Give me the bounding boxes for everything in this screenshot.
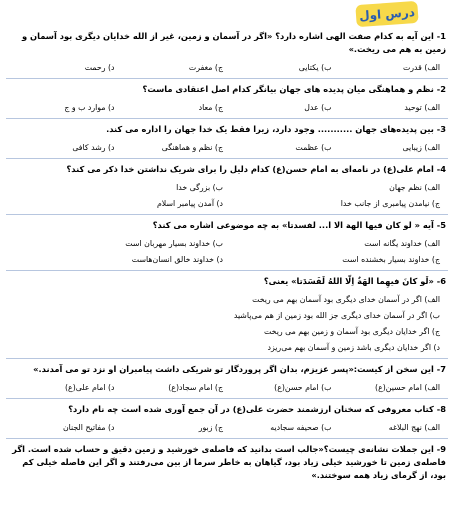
answer-options bbox=[6, 140, 448, 156]
answer-option[interactable]: الف) خداوند یگانه است bbox=[364, 239, 440, 248]
question-item bbox=[6, 363, 448, 399]
answer-option[interactable]: د) آمدن پیامبر اسلام bbox=[156, 199, 223, 208]
answer-option[interactable]: الف) نهج البلاغه bbox=[388, 423, 440, 432]
answer-option[interactable]: الف) قدرت bbox=[402, 63, 440, 72]
question-item bbox=[6, 219, 448, 271]
question-stem: 4- امام علی(ع) در نامه‌ای به امام حسن(ع) کدام دلیل را برای شریک نداشتن خدا ذکر می کند؟ bbox=[66, 164, 446, 174]
question-list bbox=[6, 30, 448, 486]
answer-option[interactable]: د) اگر خدایان دیگری باشد زمین و آسمان بهم می‌ریزد bbox=[267, 343, 440, 352]
question-divider bbox=[6, 158, 448, 159]
lesson-title: درس اول bbox=[358, 5, 416, 23]
answer-option[interactable]: ج) مغفرت bbox=[188, 63, 223, 72]
question-stem: 7- این سخن از کیست:«پسر عزیزم، بدان اگر پروردگار تو شریکی داشت پیامبران او نزد تو می آمدند.» bbox=[33, 364, 446, 374]
answer-option[interactable]: د) رحمت bbox=[84, 63, 115, 72]
question-item bbox=[6, 163, 448, 215]
question-divider bbox=[6, 214, 448, 215]
question-item bbox=[6, 403, 448, 439]
answer-option[interactable]: ب) عدل bbox=[304, 103, 332, 112]
question-stem: 1- این آیه به کدام صفت الهی اشاره دارد؟ «اگر در آسمان و زمین، غیر از الله خدایان دیگری بود آسمان و زمین به هم می ریخت.» bbox=[22, 31, 446, 54]
answer-option[interactable]: الف) امام حسین(ع) bbox=[375, 383, 440, 392]
lesson-title-badge bbox=[355, 1, 418, 27]
answer-option[interactable]: الف) نظم جهان bbox=[389, 183, 440, 192]
answer-option[interactable]: ج) نظم و هماهنگی bbox=[161, 143, 223, 152]
question-stem: 6- «لَو کانَ فیهِما الهَةٌ اِلّا اللهُ لَفَسَدَتا» یعنی؟ bbox=[263, 276, 446, 286]
answer-option[interactable]: الف) توحید bbox=[404, 103, 440, 112]
question-divider bbox=[6, 358, 448, 359]
answer-options bbox=[6, 100, 448, 116]
question-divider bbox=[6, 270, 448, 271]
question-divider bbox=[6, 78, 448, 79]
answer-option[interactable]: د) موارد ب و ج bbox=[64, 103, 115, 112]
answer-option[interactable]: ب) اگر در آسمان خدای دیگری جز الله بود زمین از هم می‌پاشید bbox=[233, 311, 440, 320]
answer-option[interactable]: ب) عظمت bbox=[295, 143, 332, 152]
answer-options bbox=[6, 380, 448, 396]
answer-option[interactable]: ج) زبور bbox=[198, 423, 223, 432]
question-item bbox=[6, 30, 448, 79]
question-divider bbox=[6, 438, 448, 439]
answer-option[interactable]: ج) امام سجاد(ع) bbox=[168, 383, 223, 392]
answer-option[interactable]: د) رشد کافی bbox=[72, 143, 115, 152]
question-stem: 2- نظم و هماهنگی میان پدیده های جهان بیانگر کدام اصل اعتقادی ماست؟ bbox=[142, 84, 446, 94]
answer-option[interactable]: د) خداوند خالق انسان‌هاست bbox=[131, 255, 223, 264]
answer-option[interactable]: ب) یکتایی bbox=[298, 63, 332, 72]
answer-option[interactable]: د) امام علی(ع) bbox=[65, 383, 115, 392]
answer-options bbox=[6, 236, 448, 268]
answer-options bbox=[6, 60, 448, 76]
answer-option[interactable]: ج) معاد bbox=[198, 103, 223, 112]
answer-options bbox=[6, 180, 448, 212]
question-divider bbox=[6, 118, 448, 119]
answer-option[interactable]: ب) صحیفه سجادیه bbox=[270, 423, 332, 432]
question-item bbox=[6, 443, 448, 482]
answer-option[interactable]: ب) امام حسن(ع) bbox=[274, 383, 332, 392]
question-stem: 9- این جملات نشانه‌ی چیست؟«جالب است بدانید که فاصله‌ی خورشید و زمین دقیق و حساب شده است. اگر فاصله‌ی زمین تا خورشید خیلی زیاد بود، گیاهان به خاطر سرما از بین می‌رفتند و اگر این فاصله خیلی کم بود، از گرمای زیاد همه سوختند.» bbox=[12, 444, 446, 480]
question-item bbox=[6, 123, 448, 159]
question-item bbox=[6, 83, 448, 119]
answer-option[interactable]: الف) زیبایی bbox=[402, 143, 440, 152]
answer-option[interactable]: ب) خداوند بسیار مهربان است bbox=[125, 239, 223, 248]
question-stem: 5- آیه « لو کان فیها الهة الا ا... لفسدتا» به چه موضوعی اشاره می کند؟ bbox=[152, 220, 446, 230]
question-stem: 8- کتاب معروفی که سخنان ارزشمند حضرت علی(ع) در آن جمع آوری شده است چه نام دارد؟ bbox=[68, 404, 446, 414]
question-divider bbox=[6, 398, 448, 399]
answer-option[interactable]: ب) بزرگی خدا bbox=[176, 183, 223, 192]
answer-option[interactable]: ج) نیامدن پیامبری از جانب خدا bbox=[340, 199, 440, 208]
answer-option[interactable]: ج) اگر خدایان دیگری بود آسمان و زمین بهم می ریخت bbox=[264, 327, 440, 336]
answer-option[interactable]: الف) اگر در آسمان خدای دیگری بود آسمان بهم می ریخت bbox=[252, 295, 440, 304]
question-stem: 3- بین پدیده‌های جهان ........... وجود دارد، زیرا فقط یک خدا جهان را اداره می کند. bbox=[106, 124, 446, 134]
answer-option[interactable]: ج) خداوند بسیار بخشنده است bbox=[342, 255, 440, 264]
answer-options bbox=[6, 292, 448, 356]
question-item bbox=[6, 275, 448, 359]
answer-options bbox=[6, 420, 448, 436]
answer-option[interactable]: د) مفاتیح الجنان bbox=[62, 423, 115, 432]
